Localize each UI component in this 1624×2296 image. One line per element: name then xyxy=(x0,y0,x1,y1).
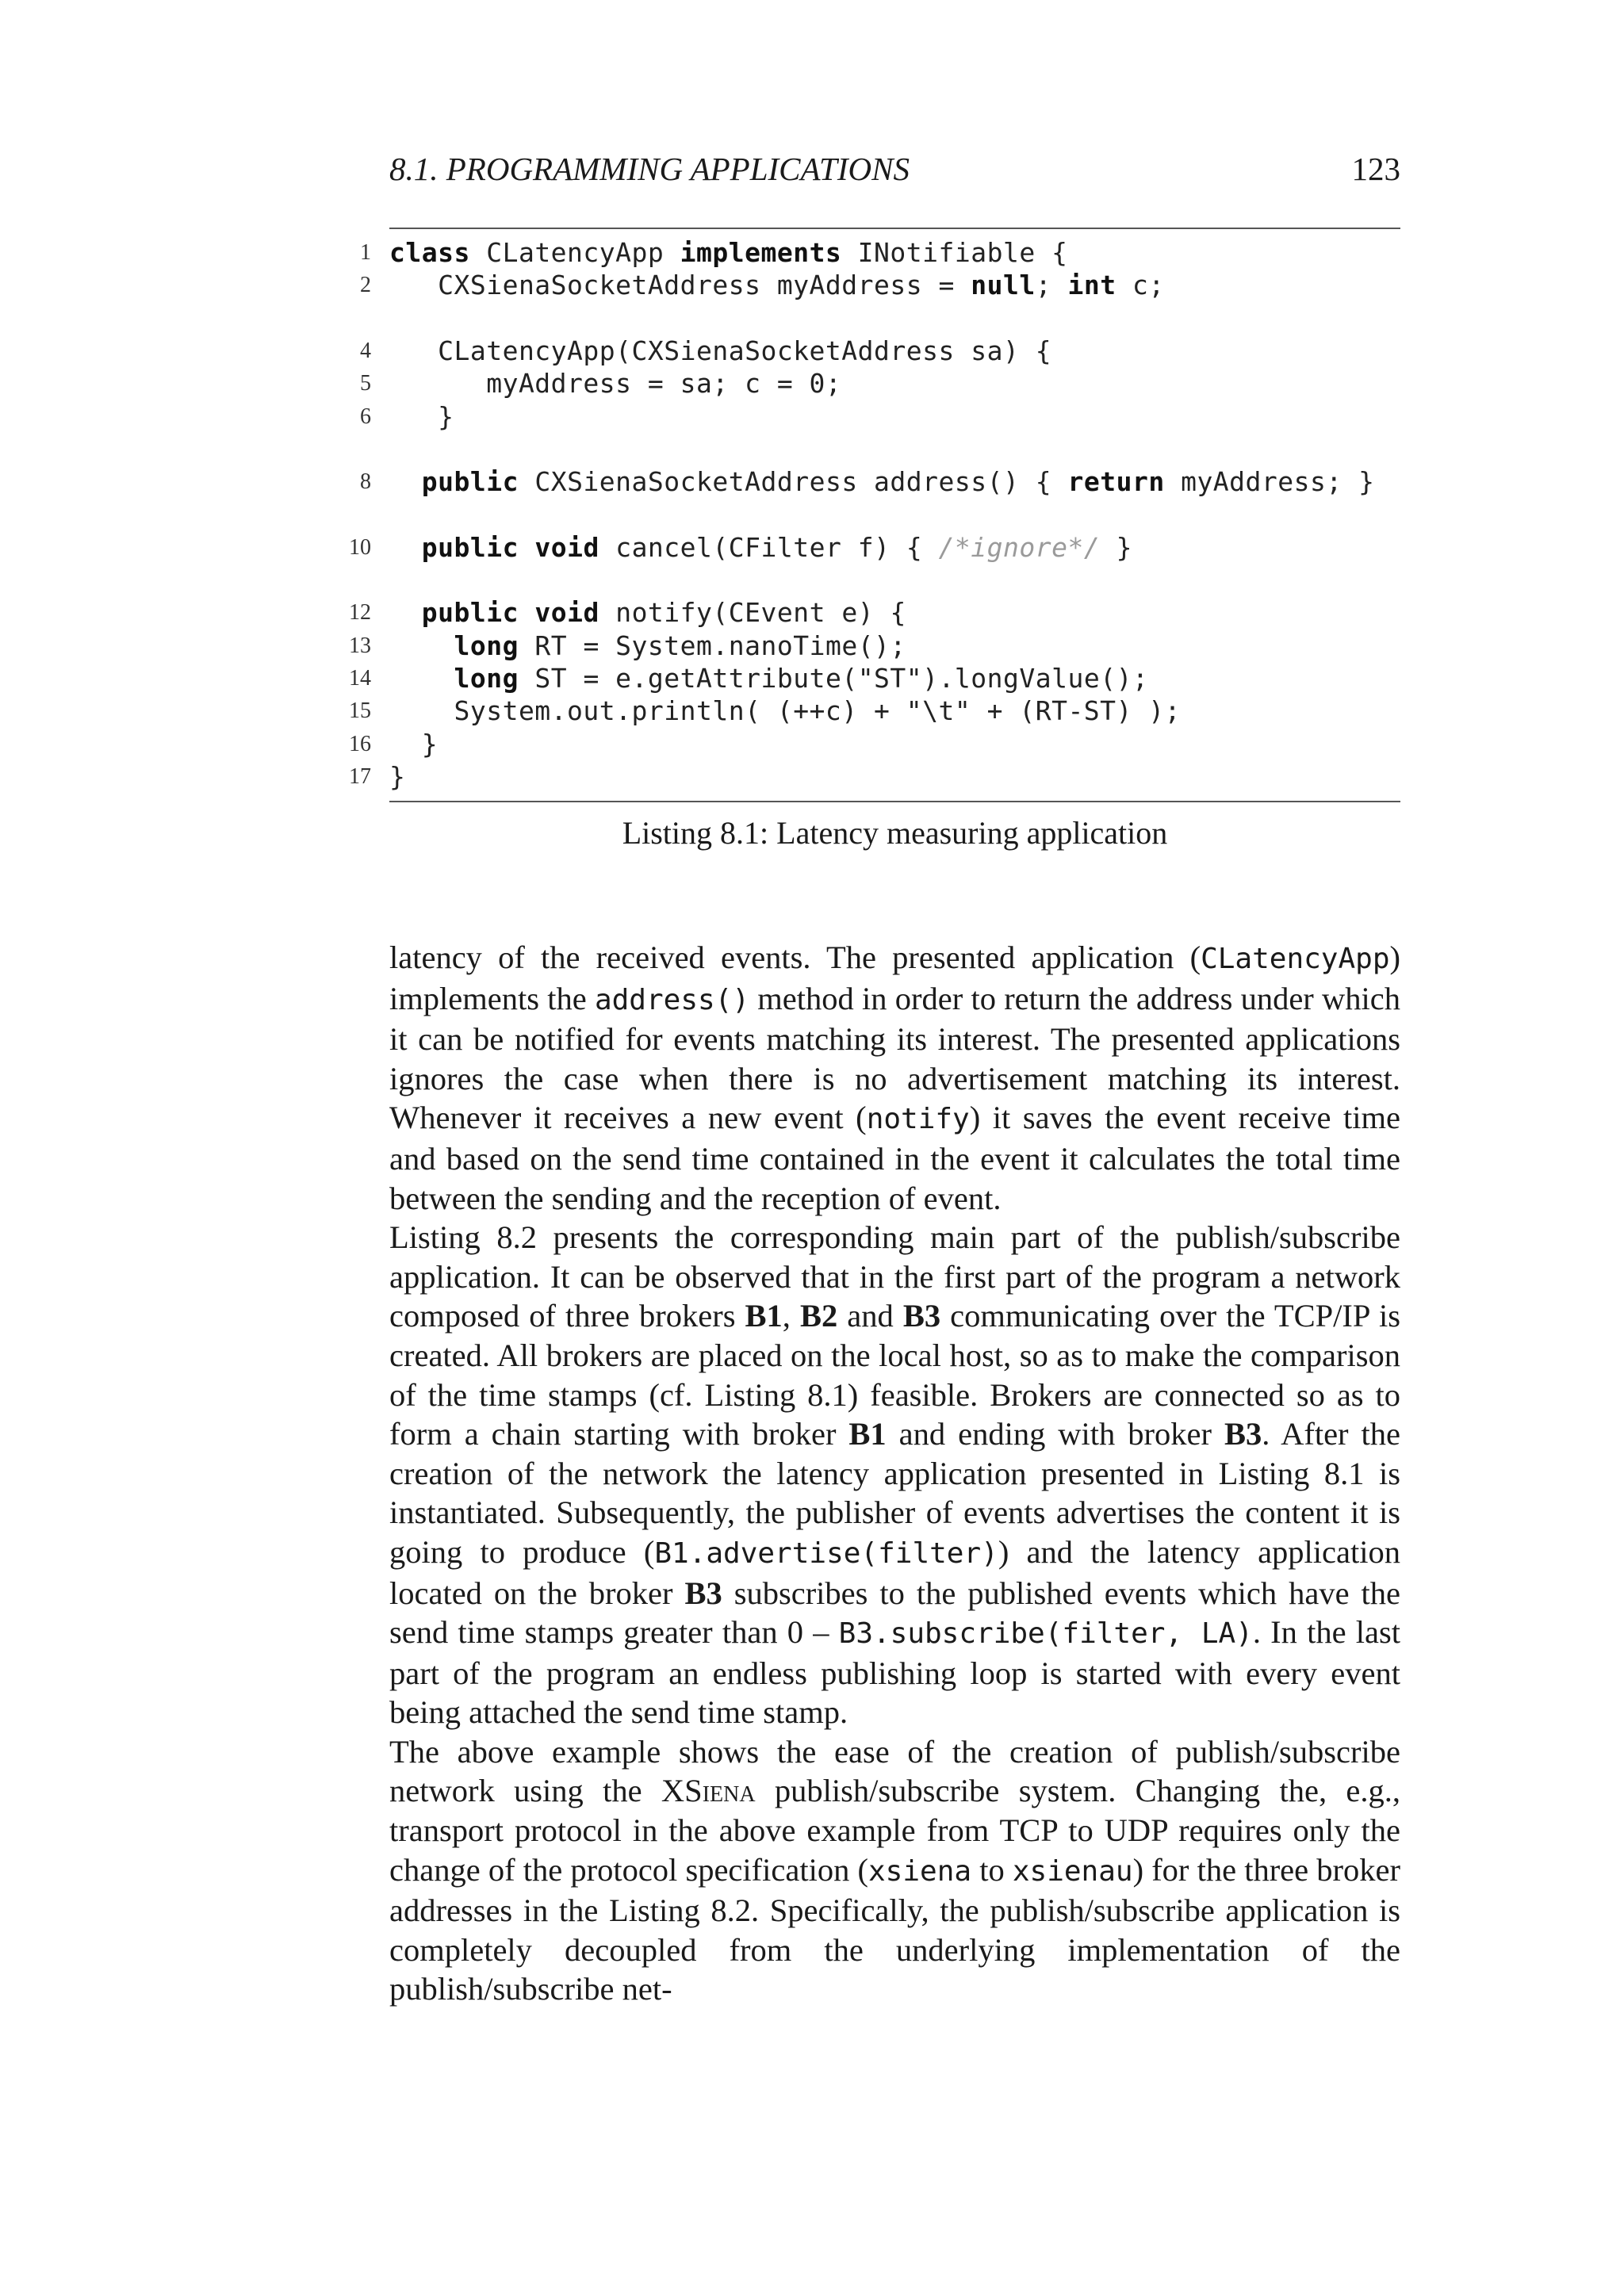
code-keyword: void xyxy=(534,531,599,563)
line-number: 5 xyxy=(360,371,371,396)
code-keyword: class xyxy=(389,237,470,268)
code-keyword: return xyxy=(1067,466,1165,498)
listing-top-rule xyxy=(389,228,1400,229)
inline-code: xsiena xyxy=(868,1854,972,1888)
code-token: CLatencyApp(CXSienaSocketAddress sa) { xyxy=(389,335,1052,366)
page-number: 123 xyxy=(1351,151,1400,187)
code-text xyxy=(389,596,906,629)
listing-bottom-rule xyxy=(389,801,1400,802)
code-token: ; xyxy=(1035,270,1068,301)
code-token xyxy=(389,597,422,628)
line-number: 15 xyxy=(349,698,371,724)
line-number: 1 xyxy=(360,240,371,265)
line-number: 8 xyxy=(360,469,371,495)
line-number: 2 xyxy=(360,273,371,298)
code-keyword: public xyxy=(421,597,519,629)
line-number: 6 xyxy=(360,404,371,429)
code-text xyxy=(389,728,438,761)
bold-text: B1 xyxy=(848,1416,887,1452)
bold-text: B3 xyxy=(684,1575,722,1611)
code-token: } xyxy=(389,728,439,760)
code-text xyxy=(389,531,1132,564)
paragraph: The above example shows the ease of the creation of publish/subscribe network using the XSiena publish/subscribe system. Changing the, e.g., transport protocol in the above example from TCP to UDP requires only the change of the protocol specification (xsiena to xsienau) for the three broker addresses in the Listing 8.2. Specifically, the publish/subscribe application is completely decoupled from the underlying implementation of the publish/subscribe net- xyxy=(389,1733,1400,2007)
line-number: 12 xyxy=(349,600,371,626)
code-token xyxy=(519,597,534,628)
code-keyword: public xyxy=(421,531,519,563)
line-number: 4 xyxy=(360,338,371,363)
listing-caption: Listing 8.1: Latency measuring application xyxy=(622,815,1168,851)
bold-text: B3 xyxy=(902,1298,941,1334)
code-token: myAddress; } xyxy=(1164,466,1375,498)
code-token: CXSienaSocketAddress myAddress = xyxy=(389,270,971,301)
code-text xyxy=(389,662,1148,695)
code-token xyxy=(389,663,454,694)
bold-text: B3 xyxy=(1224,1416,1262,1452)
code-keyword: long xyxy=(454,662,519,694)
inline-code: CLatencyApp xyxy=(1201,943,1390,975)
code-keyword: int xyxy=(1067,270,1116,301)
paragraph: latency of the received events. The presented application (CLatencyApp) implements the address() method in order to return the address under which it can be notified for events matching its interest. The presented applications ignores the case when there is no advertisement matching its interest. Whenever it receives a new event (notify) it saves the event receive time and based on the send time contained in the event it calculates the total time between the sending and the reception of event. xyxy=(389,939,1401,1216)
inline-code: B1.advertise(filter) xyxy=(654,1536,998,1570)
section-title: 8.1. PROGRAMMING APPLICATIONS xyxy=(389,151,910,187)
line-number: 13 xyxy=(349,633,371,658)
paragraph: Listing 8.2 presents the corresponding main part of the publish/subscribe application. It can be observed that in the first part of the program a network composed of three brokers B1, B2 and B3 communicating over the TCP/IP is created. All brokers are placed on the local host, so as to make the comparison of the time stamps (cf. Listing 8.1) feasible. Brokers are connected so as to form a chain starting with broker B1 and ending with broker B3. After the creation of the network the latency application presented in Listing 8.1 is instantiated. Subsequently, the publisher of events advertises the content it is going to produce (B1.advertise(filter)) and the latency application located on the broker B3 subscribes to the published events which have the send time stamps greater than 0 – B3.subscribe(filter, LA). In the last part of the program an endless publishing loop is started with every event being attached the send time stamp. xyxy=(389,1219,1401,1731)
small-caps-text: Siena xyxy=(684,1773,756,1809)
code-token xyxy=(389,630,454,661)
code-comment: /*ignore*/ xyxy=(938,531,1101,563)
code-text xyxy=(389,629,906,663)
code-text xyxy=(389,695,1181,728)
line-number: 16 xyxy=(349,731,371,756)
code-keyword: implements xyxy=(680,237,842,268)
line-number: 14 xyxy=(349,665,371,691)
code-token: } xyxy=(1100,531,1132,563)
code-text xyxy=(389,465,1374,499)
code-text xyxy=(389,760,405,794)
code-text xyxy=(389,236,1067,270)
code-token xyxy=(389,532,422,563)
line-number: 17 xyxy=(349,763,371,789)
code-token: myAddress = sa; c = 0; xyxy=(389,368,842,400)
line-number: 10 xyxy=(349,534,371,560)
code-token: cancel(CFilter f) { xyxy=(599,531,939,563)
inline-code: notify xyxy=(866,1103,970,1136)
code-token: } xyxy=(389,400,454,432)
code-text xyxy=(389,400,454,434)
code-keyword: public xyxy=(421,466,519,498)
code-keyword: null xyxy=(971,270,1036,301)
code-token: } xyxy=(389,760,406,792)
code-text xyxy=(389,269,1165,302)
code-text xyxy=(389,335,1051,368)
code-token xyxy=(519,532,534,563)
code-token: INotifiable { xyxy=(841,237,1068,268)
code-token: CXSienaSocketAddress address() { xyxy=(518,466,1068,498)
inline-code: B3.subscribe(filter, LA) xyxy=(838,1617,1253,1651)
running-head xyxy=(389,149,1400,189)
code-token xyxy=(389,466,422,497)
inline-code: address() xyxy=(594,983,750,1016)
body-text xyxy=(389,938,1400,2009)
code-token: ST = e.getAttribute("ST").longValue(); xyxy=(518,662,1149,694)
code-token: RT = System.nanoTime(); xyxy=(518,629,906,661)
code-text xyxy=(389,367,841,400)
code-token: c; xyxy=(1116,270,1165,301)
code-token: CLatencyApp xyxy=(469,237,680,268)
code-token: notify(CEvent e) { xyxy=(599,597,906,629)
inline-code: xsienau xyxy=(1012,1854,1133,1888)
code-keyword: void xyxy=(534,597,599,629)
code-token: System.out.println( (++c) + "\t" + (RT-ST) ); xyxy=(389,695,1182,727)
bold-text: B1 xyxy=(745,1298,783,1334)
code-keyword: long xyxy=(454,629,519,661)
bold-text: B2 xyxy=(799,1298,838,1334)
